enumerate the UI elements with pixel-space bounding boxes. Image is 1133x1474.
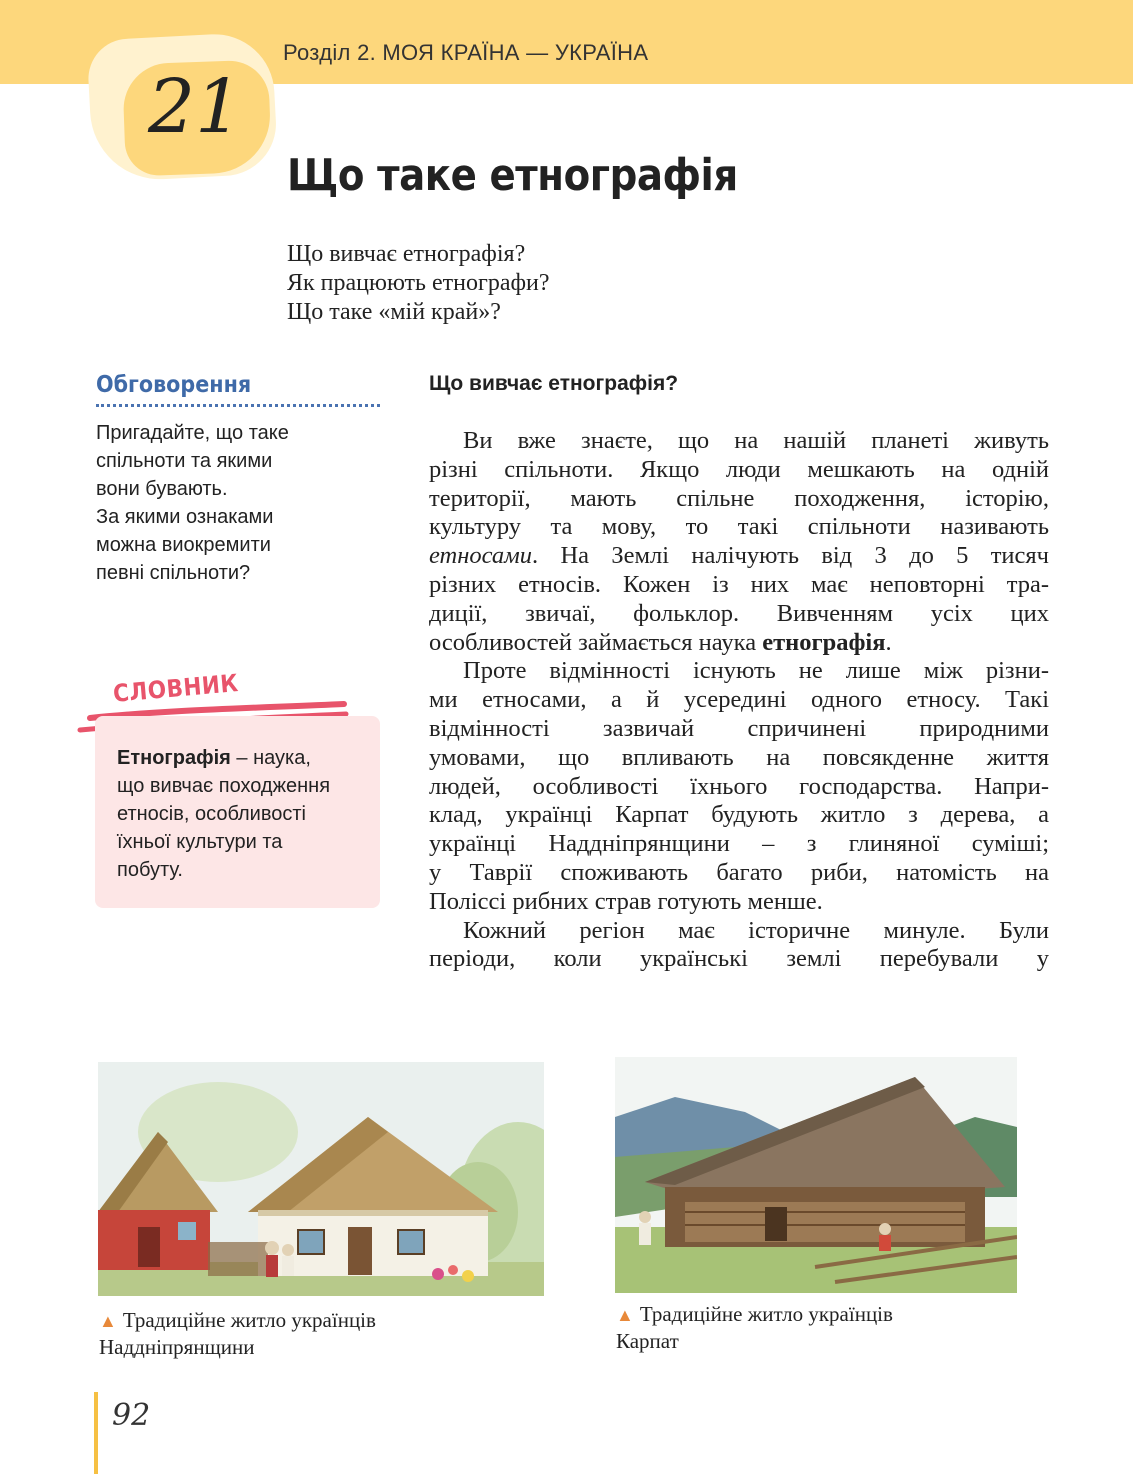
house-illustration bbox=[98, 1062, 544, 1296]
figure-caption bbox=[616, 1301, 893, 1354]
article-line: диції, звичаї, фольклор. Вивченням усіх цих bbox=[429, 599, 1049, 627]
glossary-line: їхньої культури та bbox=[117, 831, 283, 853]
article-body bbox=[429, 427, 1049, 974]
discussion-heading: Обговорення bbox=[96, 372, 252, 398]
discussion-line: Пригадайте, що таке bbox=[96, 422, 289, 444]
glossary-line: побуту. bbox=[117, 859, 183, 881]
article-heading: Що вивчає етнографія? bbox=[429, 372, 679, 395]
article-line: українці Наддніпрянщини – з глиняної суміші; bbox=[429, 830, 1049, 858]
intro-question: Що вивчає етнографія? bbox=[287, 241, 526, 267]
article-line-with-term bbox=[429, 542, 1049, 571]
article-line: умовами, що впливають на повсякденне життя bbox=[429, 743, 1049, 771]
figure-caption bbox=[99, 1307, 376, 1360]
article-line: різні спільноти. Якщо люди мешкають на одній bbox=[429, 455, 1049, 483]
house-illustration bbox=[615, 1057, 1017, 1293]
italic-term: етносами bbox=[429, 542, 533, 570]
page-number: 92 bbox=[112, 1398, 151, 1433]
discussion-text bbox=[96, 419, 396, 587]
article-line: культуру та мову, то такі спільноти називають bbox=[429, 513, 1049, 541]
glossary-line: – наука, bbox=[230, 747, 311, 769]
glossary-heading: СЛОВНИК bbox=[112, 669, 240, 708]
discussion-line: спільноти та якими bbox=[96, 450, 273, 472]
discussion-divider bbox=[96, 404, 380, 407]
article-line: клад, українці Карпат будують житло з дерева, а bbox=[429, 801, 1049, 829]
article-line: у Таврії споживають багато риби, натомість на bbox=[429, 858, 1049, 886]
caption-line: Традиційне житло українців bbox=[639, 1302, 893, 1326]
glossary-line: що вивчає походження bbox=[117, 775, 331, 797]
figure-naddniprianshchyna-house bbox=[98, 1062, 544, 1296]
discussion-line: вони бувають. bbox=[96, 478, 228, 500]
discussion-line: За якими ознаками bbox=[96, 506, 274, 528]
chapter-number: 21 bbox=[148, 64, 243, 150]
article-line: людей, особливості їхнього господарства. Напри- bbox=[429, 772, 1049, 800]
glossary-term: Етнографія bbox=[117, 747, 231, 769]
figure-carpathian-house bbox=[615, 1057, 1017, 1293]
triangle-icon: ▲ bbox=[616, 1305, 634, 1325]
article-line-start: особливостей займається наука bbox=[429, 628, 763, 656]
article-line: відмінності зазвичай спричинені природними bbox=[429, 714, 1049, 742]
bold-term: етнографія bbox=[762, 628, 886, 656]
glossary-definition bbox=[117, 744, 367, 884]
article-line: періоди, коли українські землі перебували у bbox=[429, 945, 1049, 973]
caption-line: Традиційне житло українців bbox=[122, 1308, 376, 1332]
glossary-line: етносів, особливості bbox=[117, 803, 306, 825]
article-line: Проте відмінності існують не лише між різни- bbox=[463, 657, 1049, 685]
article-line: різних етносів. Кожен із них має неповторні тра- bbox=[429, 570, 1049, 598]
section-label: Розділ 2. МОЯ КРАЇНА — УКРАЇНА bbox=[283, 40, 649, 65]
discussion-line: можна виокремити bbox=[96, 534, 271, 556]
article-line: Ви вже знаєте, що на нашій планеті живуть bbox=[463, 427, 1049, 454]
caption-line: Наддніпрянщини bbox=[99, 1335, 255, 1359]
article-line: території, мають спільне походження, історію, bbox=[429, 484, 1049, 512]
article-line: Кожний регіон має історичне минуле. Були bbox=[463, 916, 1049, 944]
article-line: Поліссі рибних страв готують менше. bbox=[429, 887, 823, 915]
discussion-line: певні спільноти? bbox=[96, 562, 251, 584]
triangle-icon: ▲ bbox=[99, 1311, 117, 1331]
article-line: ми етносами, а й усередині одного етносу. Такі bbox=[429, 686, 1049, 714]
page-number-rule bbox=[94, 1392, 98, 1474]
caption-line: Карпат bbox=[616, 1329, 679, 1353]
article-line-rest: . На Землі налічують від 3 до 5 тисяч bbox=[532, 542, 1049, 570]
page-title: Що таке етнографія bbox=[287, 150, 738, 201]
article-period: . bbox=[885, 628, 892, 656]
intro-question: Що таке «мій край»? bbox=[287, 299, 501, 325]
article-line-with-bold bbox=[429, 629, 1049, 658]
intro-question: Як працюють етнографи? bbox=[287, 270, 550, 296]
intro-questions bbox=[287, 240, 550, 327]
